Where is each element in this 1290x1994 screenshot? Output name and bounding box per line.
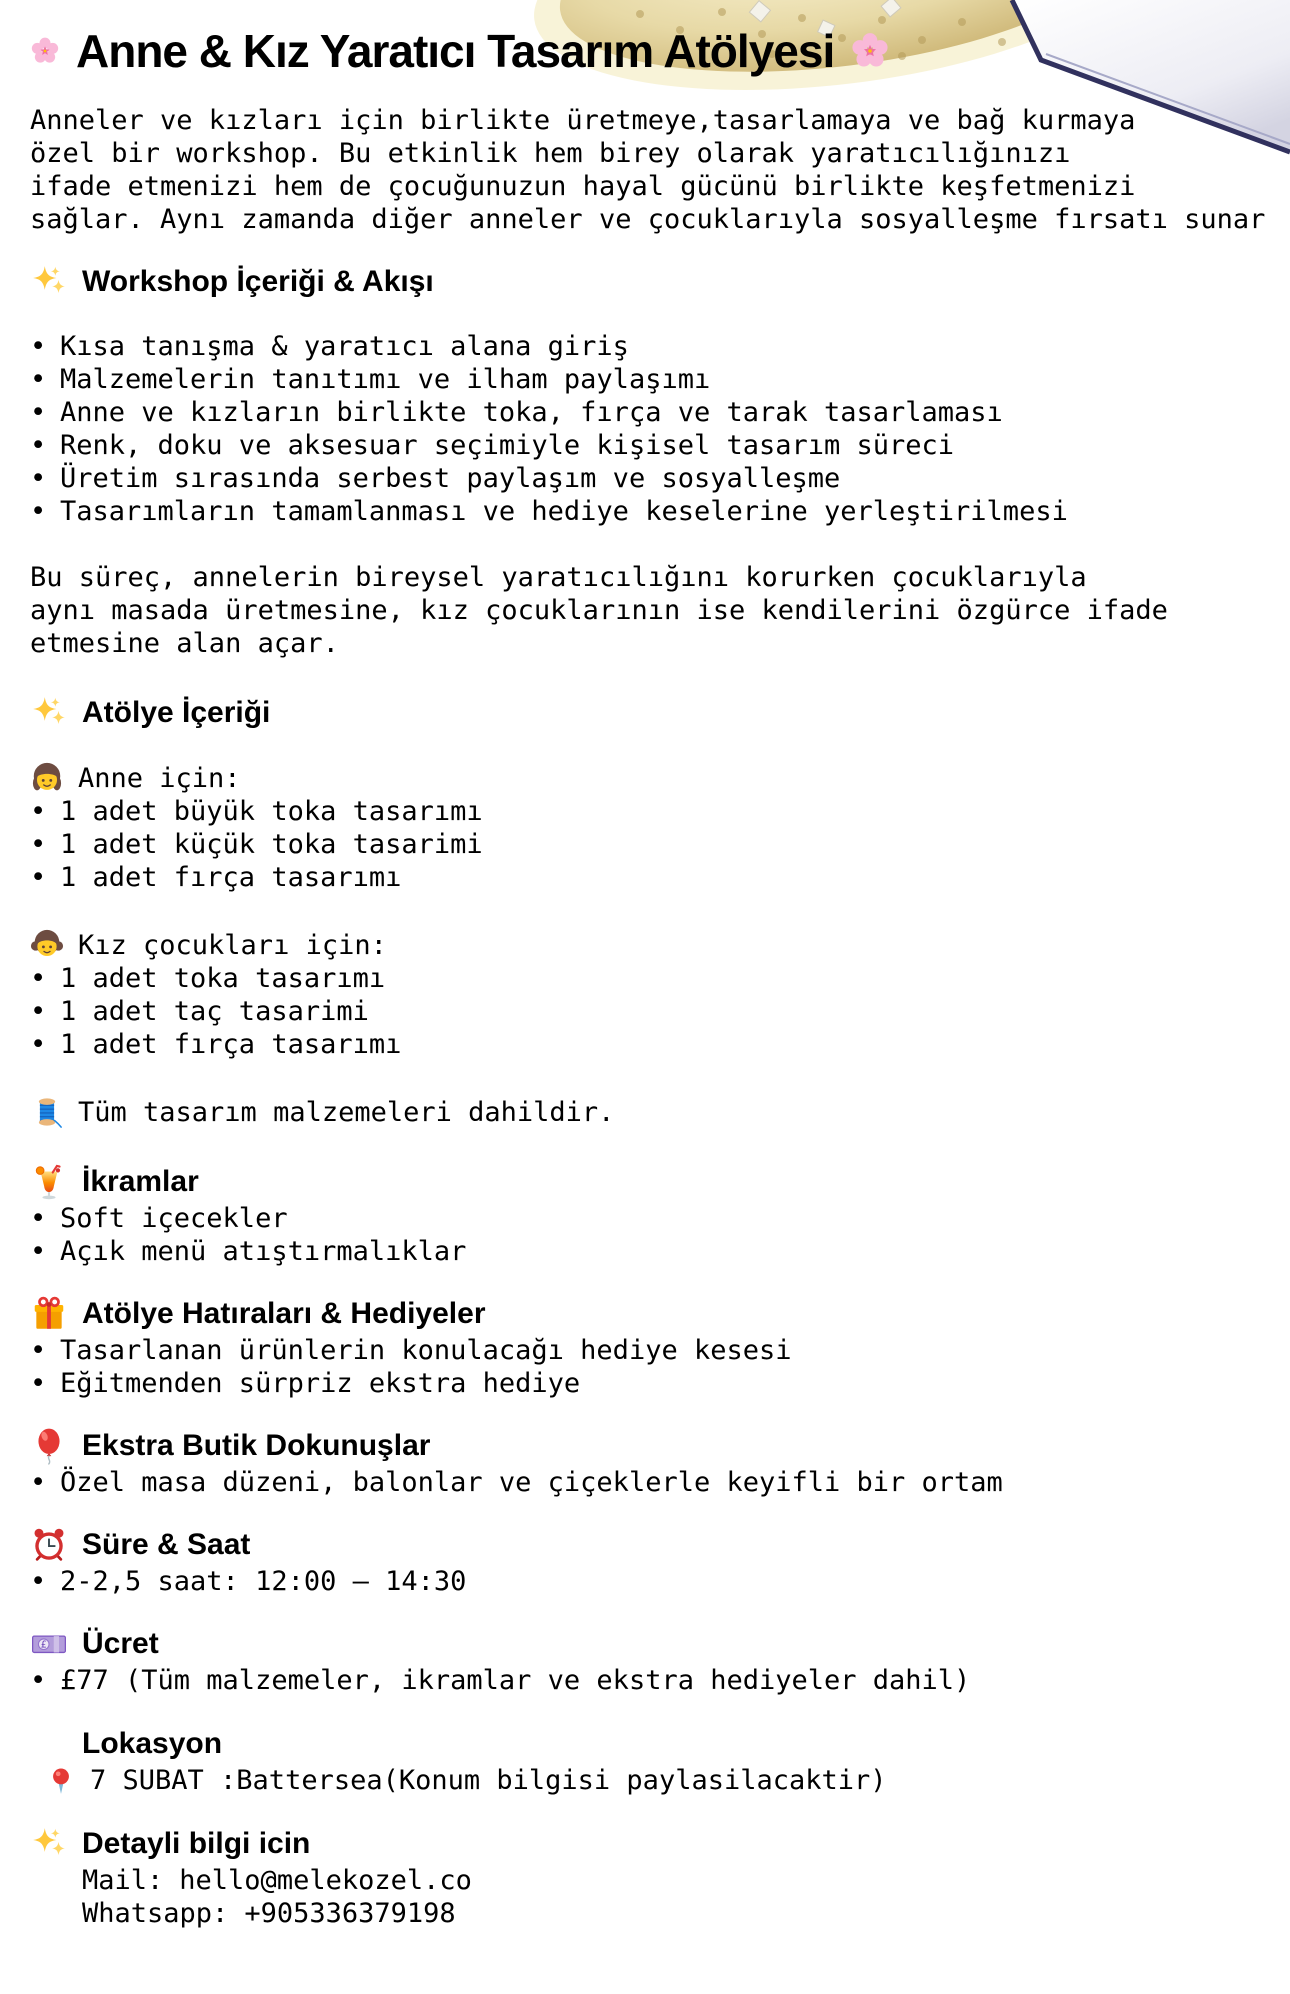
bullet-dot: • [30,1368,47,1399]
list-item-text: Eğitmenden sürpriz ekstra hediye [60,1368,581,1399]
section-header [30,1426,1274,1466]
list-item [30,828,1274,861]
list-item-text: Tasarımların tamamlanması ve hediye keselerine yerleştirilmesi [60,496,1068,527]
round-pushpin-icon [46,1766,76,1796]
bullet-list [30,1202,1274,1268]
section-header [30,693,1274,733]
bullet-dot: • [30,862,47,893]
list-item [30,1202,1274,1235]
bullet-dot: • [30,1236,47,1267]
section-title: Detayli bilgi icin [82,1827,311,1860]
sparkles-icon [30,1825,68,1863]
materials-note [30,1095,1274,1129]
woman-icon [30,761,64,795]
list-item [30,330,1274,363]
intro-line: özel bir workshop. Bu etkinlik hem birey olarak yaratıcılığınızı [30,138,1071,169]
section-title: Süre & Saat [82,1528,251,1561]
page-title: Anne & Kız Yaratıcı Tasarım Atölyesi [76,25,835,77]
section-workshop-icerigi [30,262,1274,528]
list-item [30,1367,1274,1400]
paragraph-line: aynı masada üretmesine, kız çocuklarının ise kendilerini özgürce ifade [30,595,1168,626]
section-title: İkramlar [82,1165,199,1198]
list-item [30,1028,1274,1061]
tropical-drink-icon [30,1163,68,1201]
cherry-blossom-icon [850,31,890,71]
intro-line: ifade etmenizi hem de çocuğunuzun hayal gücünü birlikte keşfetmenizi [30,171,1136,202]
list-item [30,1565,1274,1598]
bullet-dot: • [30,1665,47,1696]
bullet-list [30,1664,1274,1697]
section-sure-saat [30,1525,1274,1598]
list-item [30,795,1274,828]
list-item-text: 1 adet büyük toka tasarımı [60,796,483,827]
list-item-text: Üretim sırasında serbest paylaşım ve sosyalleşme [60,463,841,494]
list-item [30,1235,1274,1268]
girl-icon [30,928,64,962]
list-item [30,962,1274,995]
cherry-blossom-icon [30,36,60,66]
bullet-dot: • [30,463,47,494]
section-title: Atölye İçeriği [82,696,271,729]
list-item [30,1334,1274,1367]
list-item-text: 1 adet fırça tasarımı [60,1029,402,1060]
kiz-subheader [30,928,1274,962]
list-item-text: Açık menü atıştırmalıklar [60,1236,467,1267]
list-item-text: Kısa tanışma & yaratıcı alana giriş [60,331,629,362]
bullet-dot: • [30,829,47,860]
bullet-list [30,962,1274,1061]
bullet-dot: • [30,1566,47,1597]
bullet-dot: • [30,1335,47,1366]
section-title: Workshop İçeriği & Akışı [82,265,434,298]
intro-line: Anneler ve kızları için birlikte üretmeye,tasarlamaya ve bağ kurmaya [30,105,1136,136]
list-item [30,429,1274,462]
list-item-text: Anne ve kızların birlikte toka, fırça ve tarak tasarlaması [60,397,1003,428]
contact-mail-line [30,1864,1274,1897]
sparkles-icon [30,694,68,732]
whatsapp-label: Whatsapp: [82,1898,229,1929]
location-text: 7 SUBAT :Battersea(Konum bilgisi paylasilacaktir) [90,1765,887,1796]
section-header [30,262,1274,302]
section-ucret [30,1624,1274,1697]
bullet-dot: • [30,963,47,994]
mail-value: hello@melekozel.co [179,1865,472,1896]
thread-icon [30,1095,64,1129]
bullet-list [30,330,1274,528]
section-header [30,1294,1274,1334]
flyer-content [0,24,1290,1930]
section-lokasyon [30,1724,1274,1797]
intro-line: sağlar. Aynı zamanda diğer anneler ve çocuklarıyla sosyalleşme fırsatı sunar [30,204,1266,235]
list-item [30,995,1274,1028]
bullet-list [30,795,1274,894]
list-item [30,495,1274,528]
bridge-paragraph [30,561,1274,660]
bullet-list [30,1334,1274,1400]
list-item [30,462,1274,495]
section-ikramlar [30,1162,1274,1268]
bullet-list [30,1565,1274,1598]
gift-icon [30,1295,68,1333]
list-item [30,363,1274,396]
bullet-dot: • [30,430,47,461]
list-item-text: 1 adet taç tasarimi [60,996,369,1027]
section-title: Atölye Hatıraları & Hediyeler [82,1297,486,1330]
anne-subheader [30,761,1274,795]
paragraph-line: Bu süreç, annelerin bireysel yaratıcılığını korurken çocuklarıyla [30,562,1087,593]
bullet-dot: • [30,1467,47,1498]
contact-whatsapp-line [30,1897,1274,1930]
bullet-dot: • [30,331,47,362]
bullet-dot: • [30,1029,47,1060]
bullet-dot: • [30,397,47,428]
intro-paragraph [30,104,1274,236]
page-title-row [30,24,1274,78]
list-item-text: Soft içecekler [60,1203,288,1234]
list-item-text: 1 adet toka tasarımı [60,963,386,994]
section-hatiralar-hediyeler [30,1294,1274,1400]
list-item-text: £77 (Tüm malzemeler, ikramlar ve ekstra hediyeler dahil) [60,1665,971,1696]
list-item [30,1466,1274,1499]
list-item-text: Tasarlanan ürünlerin konulacağı hediye kesesi [60,1335,792,1366]
section-header [30,1724,1274,1764]
section-title: Lokasyon [82,1727,223,1760]
bullet-dot: • [30,364,47,395]
section-detayli-bilgi [30,1824,1274,1930]
section-header [30,1824,1274,1864]
bullet-dot: • [30,996,47,1027]
section-butik-dokunuslar [30,1426,1274,1499]
note-text: Tüm tasarım malzemeleri dahildir. [78,1096,615,1128]
section-header [30,1525,1274,1565]
section-title: Ekstra Butik Dokunuşlar [82,1429,431,1462]
list-item-text: 1 adet küçük toka tasarimi [60,829,483,860]
list-item-text: Renk, doku ve aksesuar seçimiyle kişisel tasarım süreci [60,430,955,461]
section-header [30,1624,1274,1664]
list-item-text: Malzemelerin tanıtımı ve ilham paylaşımı [60,364,711,395]
location-line [30,1764,1274,1797]
list-item-text: Özel masa düzeni, balonlar ve çiçeklerle keyifli bir ortam [60,1467,1003,1498]
bullet-dot: • [30,1203,47,1234]
sparkles-icon [30,263,68,301]
bullet-dot: • [30,796,47,827]
section-title: Ücret [82,1627,159,1660]
whatsapp-value: +905336379198 [244,1898,456,1929]
list-item [30,861,1274,894]
list-item [30,396,1274,429]
subheader-label: Kız çocukları için: [78,929,387,961]
section-header [30,1162,1274,1202]
list-item-text: 2-2,5 saat: 12:00 – 14:30 [60,1566,467,1597]
subheader-label: Anne için: [78,762,241,794]
mail-label: Mail: [82,1865,164,1896]
balloon-icon [30,1427,68,1465]
bullet-dot: • [30,496,47,527]
pound-banknote-icon [30,1625,68,1663]
list-item-text: 1 adet fırça tasarımı [60,862,402,893]
list-item [30,1664,1274,1697]
paragraph-line: etmesine alan açar. [30,628,339,659]
section-atolye-icerigi [30,693,1274,733]
bullet-list [30,1466,1274,1499]
alarm-clock-icon [30,1526,68,1564]
